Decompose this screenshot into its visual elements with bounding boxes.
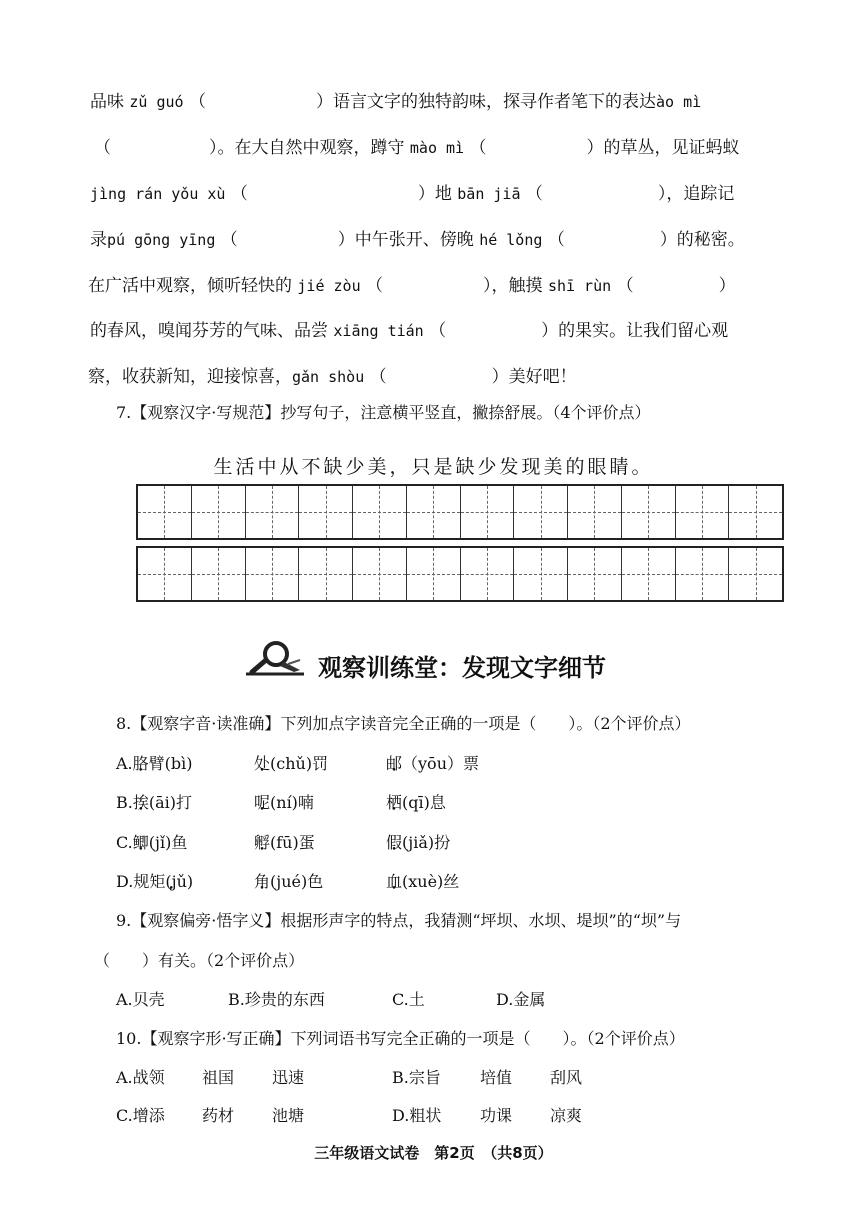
q10-word: 迅速 bbox=[272, 1068, 305, 1087]
passage-text: ）美好吧！ bbox=[491, 367, 577, 387]
dotted-char: 栖 bbox=[386, 793, 403, 812]
question-7: 7.【观察汉字·写规范】抄写句子，注意横平竖直，撇捺舒展。（4个评价点） bbox=[116, 403, 651, 422]
blank-open: （ bbox=[469, 138, 487, 158]
question-9: 9.【观察偏旁·悟字义】根据形声字的特点，我猜测“坪坝、水坝、堤坝”的“坝”与 bbox=[116, 911, 682, 930]
passage-line-1 bbox=[90, 91, 701, 113]
passage-line-2 bbox=[94, 137, 740, 159]
option-label: D. bbox=[116, 872, 134, 891]
blank-open: （ bbox=[230, 184, 248, 204]
passage-text: ）的秘密。 bbox=[659, 230, 745, 250]
pinyin: jìng rán yǒu xù bbox=[90, 185, 226, 203]
page-footer: 三年级语文试卷 第2页 （共8页） bbox=[314, 1144, 553, 1162]
blank-open: （ bbox=[429, 321, 447, 341]
passage-text: 的春风，嗅闻芬芳的气味、品尝 bbox=[90, 321, 328, 341]
dotted-char: 角 bbox=[254, 872, 271, 891]
q10-word: 祖国 bbox=[202, 1068, 235, 1087]
dotted-char: 挨 bbox=[132, 793, 149, 812]
blank-open: （ bbox=[547, 230, 565, 250]
dotted-char: 孵 bbox=[254, 833, 271, 852]
pinyin: pú gōng yīng bbox=[107, 231, 216, 249]
dotted-char: 处 bbox=[254, 754, 271, 773]
passage-text: ），追踪记 bbox=[657, 184, 735, 204]
option-text: 臂(bì) bbox=[148, 754, 193, 773]
passage-text: 在广活中观察，倾听轻快的 bbox=[88, 276, 292, 296]
dotted-char: 矩(jǔ) • bbox=[149, 872, 193, 891]
q10-option-d[interactable]: D.粗状 bbox=[392, 1106, 442, 1125]
q9-option-c[interactable]: C.土 bbox=[392, 990, 425, 1009]
blank-open: （ bbox=[366, 276, 384, 296]
option-text: (ní)喃 bbox=[270, 793, 314, 812]
dotted-char: 假 bbox=[386, 833, 403, 852]
passage-text: ）中午张开、傍晚 bbox=[337, 230, 474, 250]
magnifier-icon bbox=[244, 640, 306, 684]
q10-word: 刮风 bbox=[550, 1068, 583, 1087]
q10-option-c[interactable]: C.增添 bbox=[116, 1106, 165, 1125]
passage-text: ），触摸 bbox=[483, 276, 543, 296]
passage-line-7 bbox=[88, 366, 577, 388]
q8-option-b[interactable] bbox=[116, 792, 192, 814]
passage-text: 品味 bbox=[90, 92, 124, 112]
option-text: (jiǎ)扮 bbox=[402, 833, 451, 852]
q8-option-c[interactable] bbox=[116, 832, 187, 854]
writing-grid-row-2[interactable] bbox=[136, 546, 784, 602]
pinyin: hé lǒng bbox=[479, 231, 543, 249]
pinyin: shī rùn bbox=[547, 277, 612, 295]
q8-option-a-3 bbox=[386, 753, 479, 775]
section-title: 观察训练堂：发现文字细节 bbox=[318, 654, 606, 682]
passage-text: ）的草丛，见证蚂蚁 bbox=[586, 138, 740, 158]
pinyin: mào mì bbox=[409, 139, 465, 157]
option-text: (jǐ)鱼 bbox=[148, 833, 188, 852]
dotted-char: 邮 bbox=[386, 754, 403, 773]
q8-option-b-2 bbox=[254, 792, 314, 814]
option-text: （yōu）票 bbox=[402, 754, 479, 773]
blank-open: （ bbox=[525, 184, 543, 204]
option-text: 规 bbox=[133, 872, 150, 891]
question-9-cont: （ ）有关。（2个评价点） bbox=[94, 951, 305, 970]
dotted-char: 血 bbox=[386, 872, 403, 891]
option-label: C. bbox=[116, 833, 133, 852]
q8-option-b-3 bbox=[386, 792, 446, 814]
q10-option-b[interactable]: B.宗旨 bbox=[392, 1068, 441, 1087]
q9-option-d[interactable]: D.金属 bbox=[496, 990, 546, 1009]
q10-word: 培值 bbox=[480, 1068, 513, 1087]
q8-option-c-3 bbox=[386, 832, 450, 854]
blank-open: （ bbox=[220, 230, 238, 250]
pinyin: gǎn shòu bbox=[292, 368, 365, 386]
q9-option-b[interactable]: B.珍贵的东西 bbox=[228, 990, 325, 1009]
blank-open: （ bbox=[616, 276, 634, 296]
q8-option-d-3 bbox=[386, 871, 459, 893]
q9-option-a[interactable]: A.贝壳 bbox=[116, 990, 165, 1009]
q8-option-c-2 bbox=[254, 832, 315, 854]
q10-word: 凉爽 bbox=[550, 1106, 583, 1125]
blank-open: （ bbox=[189, 92, 206, 112]
q8-option-d[interactable] bbox=[116, 871, 193, 893]
passage-line-3 bbox=[90, 183, 734, 205]
pinyin: ào mì bbox=[656, 93, 702, 111]
passage-text: ）语言文字的独特韵味，探寻作者笔下的表达 bbox=[316, 92, 656, 112]
pinyin: xiāng tián bbox=[333, 322, 424, 340]
q8-option-a[interactable] bbox=[116, 753, 193, 775]
option-label: B. bbox=[116, 793, 133, 812]
passage-text: ）。在大自然中观察，蹲守 bbox=[209, 138, 405, 158]
q10-option-a[interactable]: A.战领 bbox=[116, 1068, 165, 1087]
dotted-char: 鲫 bbox=[132, 833, 149, 852]
q10-word: 功课 bbox=[480, 1106, 513, 1125]
passage-text: ）的果实。让我们留心观 bbox=[541, 321, 729, 341]
question-10: 10.【观察字形·写正确】下列词语书写完全正确的一项是（ ）。（2个评价点） bbox=[116, 1029, 685, 1048]
option-text: (chǔ)罚 bbox=[270, 754, 329, 773]
dotted-char: 胳 bbox=[132, 754, 149, 773]
passage-line-4 bbox=[90, 229, 745, 251]
passage-text: 录 bbox=[90, 230, 107, 250]
copy-sentence: 生活中从不缺少美，只是缺少发现美的眼睛。 bbox=[213, 456, 654, 478]
option-text: (qī)息 bbox=[402, 793, 446, 812]
passage-text: 察，收获新知，迎接惊喜， bbox=[88, 367, 292, 387]
pinyin: bān jiā bbox=[457, 185, 521, 203]
passage-text: ）地 bbox=[417, 184, 452, 204]
passage-line-6 bbox=[90, 320, 728, 342]
q8-option-d-2 bbox=[254, 871, 323, 893]
option-text: (fū)蛋 bbox=[270, 833, 315, 852]
q8-option-a-2 bbox=[254, 753, 328, 775]
q10-word: 药材 bbox=[202, 1106, 235, 1125]
option-text: (xuè)丝 bbox=[402, 872, 460, 891]
blank-close: ） bbox=[718, 276, 736, 296]
pinyin: jié zòu bbox=[297, 277, 361, 295]
option-label: A. bbox=[116, 754, 133, 773]
writing-grid-row-1[interactable] bbox=[136, 484, 784, 540]
blank-open: （ bbox=[94, 138, 111, 158]
q10-word: 池塘 bbox=[272, 1106, 305, 1125]
blank-open: （ bbox=[369, 367, 387, 387]
dotted-char: 呢 bbox=[254, 793, 271, 812]
question-8: 8.【观察字音·读准确】下列加点字读音完全正确的一项是（ ）。（2个评价点） bbox=[116, 714, 691, 733]
pinyin: zǔ guó bbox=[129, 93, 184, 111]
passage-line-5 bbox=[88, 275, 736, 297]
option-text: (āi)打 bbox=[148, 793, 193, 812]
option-text: (jué)色 bbox=[270, 872, 324, 891]
